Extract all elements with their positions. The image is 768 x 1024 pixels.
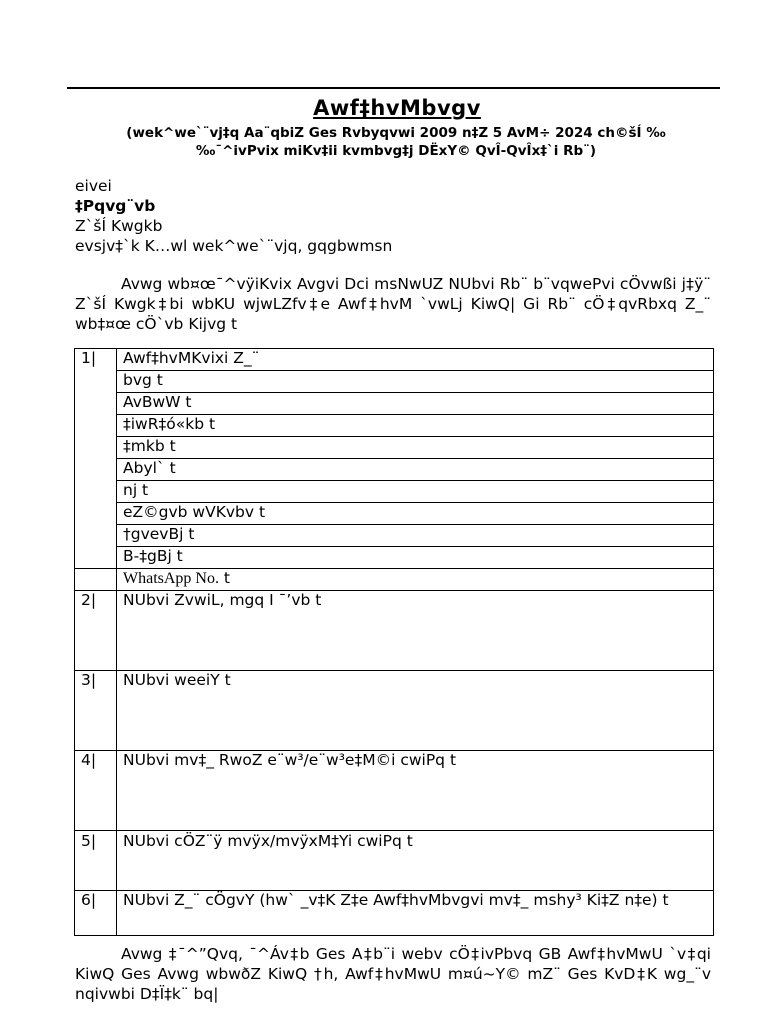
intro-text: Avwg wb¤œ¯^vÿiKvix Avgvi Dci msNwUZ NUbvi Rb¨ b¨vqwePvi cÖvwßi j‡ÿ¨ Z`šÍ Kwgk‡bi wbKU wjwLZfv‡e Awf‡hvM `vwLj KiwQ| Gi Rb¨ cÖ‡qvRbxq Z_¨ wb‡¤œ cÖ`vb Kijvg t — [75, 275, 711, 333]
form-field-label: Awf‡hvMKvixi Z_¨ — [117, 349, 714, 371]
closing-text: Avwg ‡¯^”Qvq, ¯^Áv‡b Ges A‡b¨i webv cÖ‡ivPbvq GB Awf‡hvMwU `v‡qi KiwQ Ges Avwg wbwðZ KiwQ †h, Awf‡hvMwU m¤ú~Y© mZ¨ Ges KvD‡K wg_¨v nqivwbi D‡Ï‡k¨ bq| — [75, 945, 711, 1003]
document-title: Awf‡hvMbvgv — [313, 96, 481, 120]
table-row — [75, 349, 714, 371]
row-number: 5| — [75, 831, 117, 891]
row-number: 6| — [75, 891, 117, 936]
table-row — [75, 591, 714, 671]
table-row — [75, 437, 714, 459]
row-number: 3| — [75, 671, 117, 751]
table-row — [75, 569, 714, 591]
whatsapp-label: WhatsApp No. — [123, 570, 219, 587]
form-field-witnesses[interactable]: NUbvi cÖZ¨ÿ mvÿx/mvÿxM‡Yi cwiPq t — [117, 831, 714, 891]
document-subtitle: (wek^we`¨vj‡q Aa¨qbiZ Ges Rvbyqvwi 2009 n‡Z 5 AvM÷ 2024 ch©šÍ ‰‰¯^ivPvix miKv‡ii kvmbvg‡j DËxY© QvÎ-QvÎx‡`i Rb¨) — [126, 125, 666, 159]
addressee-line: Z`šÍ Kwgkb — [75, 217, 163, 235]
table-row — [75, 891, 714, 936]
row-number: 4| — [75, 751, 117, 831]
table-row — [75, 415, 714, 437]
header-rule — [67, 87, 720, 89]
table-row — [75, 671, 714, 751]
table-row — [75, 751, 714, 831]
row-number: 1| — [75, 349, 117, 569]
form-field-mobile[interactable]: †gvevBj t — [117, 525, 714, 547]
table-row — [75, 503, 714, 525]
table-row — [75, 525, 714, 547]
form-field-name[interactable]: bvg t — [117, 371, 714, 393]
form-field-evidence[interactable]: NUbvi Z_¨ cÖgvY (hw` _v‡K Z‡e Awf‡hvMbvgvi mv‡_ mshy³ Ki‡Z n‡e) t — [117, 891, 714, 936]
form-field-session[interactable]: ‡mkb t — [117, 437, 714, 459]
form-field-email[interactable]: B-‡gBj t — [117, 547, 714, 569]
table-row — [75, 459, 714, 481]
table-row — [75, 547, 714, 569]
addressee-line: evsjv‡`k K…wl wek^we`¨vjq, gqgbwmsn — [75, 237, 393, 255]
table-row — [75, 481, 714, 503]
form-field-incident-datetime-place[interactable]: NUbvi ZvwiL, mgq I ¯’vb t — [117, 591, 714, 671]
intro-paragraph — [75, 274, 711, 334]
form-field-faculty[interactable]: Abyl` t — [117, 459, 714, 481]
form-field-registration[interactable]: ‡iwR‡ó«kb t — [117, 415, 714, 437]
addressee-block — [75, 176, 392, 256]
table-row — [75, 371, 714, 393]
form-field-hall[interactable]: nj t — [117, 481, 714, 503]
row-number — [75, 569, 117, 591]
complaint-form-table — [74, 348, 714, 936]
form-field-persons-involved[interactable]: NUbvi mv‡_ RwoZ e¨w³/e¨w³e‡M©i cwiPq t — [117, 751, 714, 831]
table-row — [75, 393, 714, 415]
form-field-address[interactable]: eZ©gvb wVKvbv t — [117, 503, 714, 525]
addressee-line: eivei — [75, 177, 112, 195]
whatsapp-suffix: t — [218, 569, 230, 587]
table-row — [75, 831, 714, 891]
closing-paragraph — [75, 944, 711, 1004]
form-field-whatsapp[interactable] — [117, 569, 714, 591]
form-field-incident-description[interactable]: NUbvi weeiY t — [117, 671, 714, 751]
row-number: 2| — [75, 591, 117, 671]
addressee-designation: ‡Pqvg¨vb — [75, 197, 156, 215]
form-field-id[interactable]: AvBwW t — [117, 393, 714, 415]
